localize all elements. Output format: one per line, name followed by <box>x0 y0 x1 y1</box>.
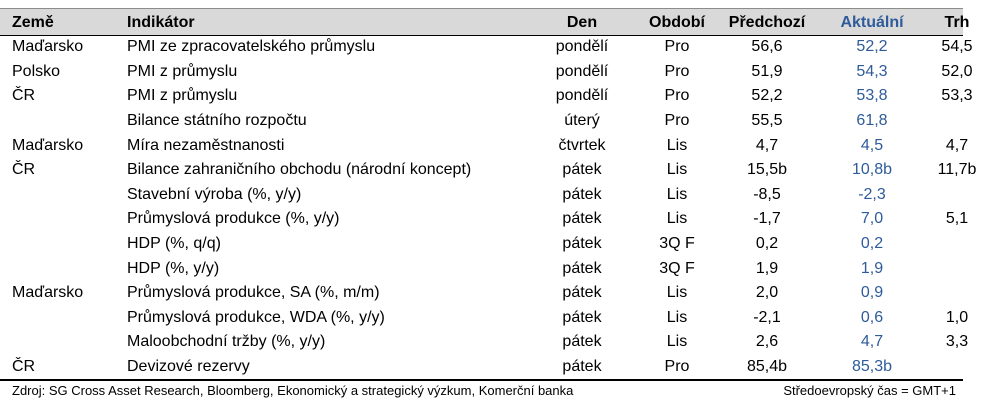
cell-period: Pro <box>664 87 690 105</box>
cell-actual: 54,3 <box>856 62 888 80</box>
table-row <box>0 183 987 208</box>
cell-country: Polsko <box>12 62 61 80</box>
cell-indicator: PMI ze zpracovatelského průmyslu <box>127 38 376 56</box>
cell-previous: 52,2 <box>751 87 783 105</box>
cell-market: 4,7 <box>945 136 969 154</box>
cell-country <box>0 109 127 134</box>
cell-actual: 4,7 <box>860 333 884 351</box>
cell-indicator: PMI z průmyslu <box>127 62 238 80</box>
cell-previous: -2,1 <box>753 308 781 326</box>
timezone-note: Středoevropský čas = GMT+1 <box>783 383 956 398</box>
cell-day: pátek <box>562 210 602 228</box>
cell-country: ČR <box>12 161 36 179</box>
cell-day: pátek <box>562 284 602 302</box>
cell-period: Lis <box>666 210 688 228</box>
cell-market: 1,0 <box>945 308 969 326</box>
cell-market <box>927 281 987 306</box>
cell-actual: -2,3 <box>858 185 886 203</box>
cell-period: Pro <box>664 38 690 56</box>
cell-period: Pro <box>664 62 690 80</box>
cell-actual: 10,8b <box>851 161 893 179</box>
cell-actual: 7,0 <box>860 210 884 228</box>
table-row <box>0 158 987 183</box>
cell-day: úterý <box>564 112 600 130</box>
cell-period: Pro <box>664 112 690 130</box>
cell-period: Lis <box>666 284 688 302</box>
table-row <box>0 281 987 306</box>
cell-market <box>927 232 987 257</box>
cell-day: pátek <box>562 185 602 203</box>
col-header-indicator: Indikátor <box>127 14 195 31</box>
cell-day: pondělí <box>555 62 609 80</box>
cell-previous: -1,7 <box>753 210 781 228</box>
cell-actual: 0,2 <box>860 235 884 253</box>
cell-country <box>0 256 127 281</box>
cell-actual: 53,8 <box>856 87 888 105</box>
cell-indicator: Bilance zahraničního obchodu (národní koncept) <box>127 161 472 179</box>
cell-country <box>0 232 127 257</box>
table-row <box>0 207 987 232</box>
cell-previous: 2,6 <box>755 333 779 351</box>
cell-actual: 61,8 <box>856 112 888 130</box>
cell-market: 53,3 <box>941 87 973 105</box>
cell-previous: 0,2 <box>755 235 779 253</box>
cell-day: pondělí <box>555 38 609 56</box>
cell-previous: 4,7 <box>755 136 779 154</box>
table-row <box>0 60 987 85</box>
cell-indicator: Průmyslová produkce, SA (%, m/m) <box>127 284 380 302</box>
table-row <box>0 330 987 355</box>
table-bottom-rule <box>0 379 963 381</box>
cell-indicator: Bilance státního rozpočtu <box>127 112 307 130</box>
cell-actual: 0,6 <box>860 308 884 326</box>
cell-actual: 52,2 <box>856 38 888 56</box>
source-note: Zdroj: SG Cross Asset Research, Bloomberg, Ekonomický a strategický výzkum, Komerční banka <box>12 383 574 398</box>
cell-market: 11,7b <box>937 161 977 179</box>
cell-actual: 1,9 <box>860 259 884 277</box>
cell-period: Lis <box>666 308 688 326</box>
cell-market: 52,0 <box>941 62 973 80</box>
table-row <box>0 232 987 257</box>
cell-market: 3,3 <box>945 333 969 351</box>
cell-indicator: PMI z průmyslu <box>127 87 238 105</box>
cell-actual: 85,3b <box>851 358 893 376</box>
cell-previous: 1,9 <box>755 259 779 277</box>
cell-country: ČR <box>12 87 36 105</box>
col-header-previous: Předchozí <box>728 14 806 31</box>
table-row <box>0 306 987 331</box>
cell-previous: 51,9 <box>751 62 783 80</box>
cell-indicator: Maloobchodní tržby (%, y/y) <box>127 333 326 351</box>
cell-day: pátek <box>562 259 602 277</box>
cell-indicator: Stavební výroba (%, y/y) <box>127 185 302 203</box>
cell-previous: 2,0 <box>755 284 779 302</box>
table-row <box>0 256 987 281</box>
cell-actual: 4,5 <box>860 136 884 154</box>
table-header-row <box>0 11 987 35</box>
cell-market: 54,5 <box>941 38 973 56</box>
cell-country <box>0 207 127 232</box>
cell-previous: 56,6 <box>751 38 783 56</box>
cell-market <box>927 183 987 208</box>
cell-indicator: Průmyslová produkce, WDA (%, y/y) <box>127 308 385 326</box>
cell-country <box>0 306 127 331</box>
table-row <box>0 355 987 380</box>
table-row <box>0 84 987 109</box>
col-header-day: Den <box>566 14 598 31</box>
cell-period: 3Q F <box>659 259 695 277</box>
cell-period: Lis <box>666 185 688 203</box>
cell-indicator: Devizové rezervy <box>127 358 250 376</box>
cell-country: Maďarsko <box>12 284 84 302</box>
cell-indicator: HDP (%, y/y) <box>127 259 220 277</box>
cell-market <box>927 256 987 281</box>
cell-country: Maďarsko <box>12 136 84 154</box>
cell-previous: 15,5b <box>746 161 788 179</box>
cell-previous: 85,4b <box>746 358 788 376</box>
table-row <box>0 35 987 60</box>
col-header-country: Země <box>12 14 54 31</box>
cell-country: ČR <box>12 358 36 376</box>
cell-indicator: HDP (%, q/q) <box>127 235 221 253</box>
col-header-actual: Aktuální <box>840 14 904 31</box>
economic-calendar-table <box>0 11 987 379</box>
cell-day: pátek <box>562 235 602 253</box>
cell-previous: -8,5 <box>753 185 781 203</box>
cell-period: Lis <box>666 136 688 154</box>
cell-day: pátek <box>562 161 602 179</box>
cell-country <box>0 183 127 208</box>
cell-market: 5,1 <box>945 210 969 228</box>
col-header-market: Trh <box>944 14 970 31</box>
cell-period: 3Q F <box>659 235 695 253</box>
cell-day: pátek <box>562 308 602 326</box>
table-row <box>0 109 987 134</box>
table-row <box>0 133 987 158</box>
cell-day: pátek <box>562 358 602 376</box>
cell-period: Lis <box>666 161 688 179</box>
cell-day: pátek <box>562 333 602 351</box>
cell-day: pondělí <box>555 87 609 105</box>
cell-period: Pro <box>664 358 690 376</box>
cell-day: čtvrtek <box>558 136 606 154</box>
col-header-period: Období <box>649 14 705 31</box>
cell-period: Lis <box>666 333 688 351</box>
cell-previous: 55,5 <box>751 112 783 130</box>
cell-indicator: Míra nezaměstnanosti <box>127 136 285 154</box>
cell-market <box>927 109 987 134</box>
cell-country: Maďarsko <box>12 38 84 56</box>
cell-market <box>927 355 987 380</box>
cell-actual: 0,9 <box>860 284 884 302</box>
cell-indicator: Průmyslová produkce (%, y/y) <box>127 210 340 228</box>
cell-country <box>0 330 127 355</box>
